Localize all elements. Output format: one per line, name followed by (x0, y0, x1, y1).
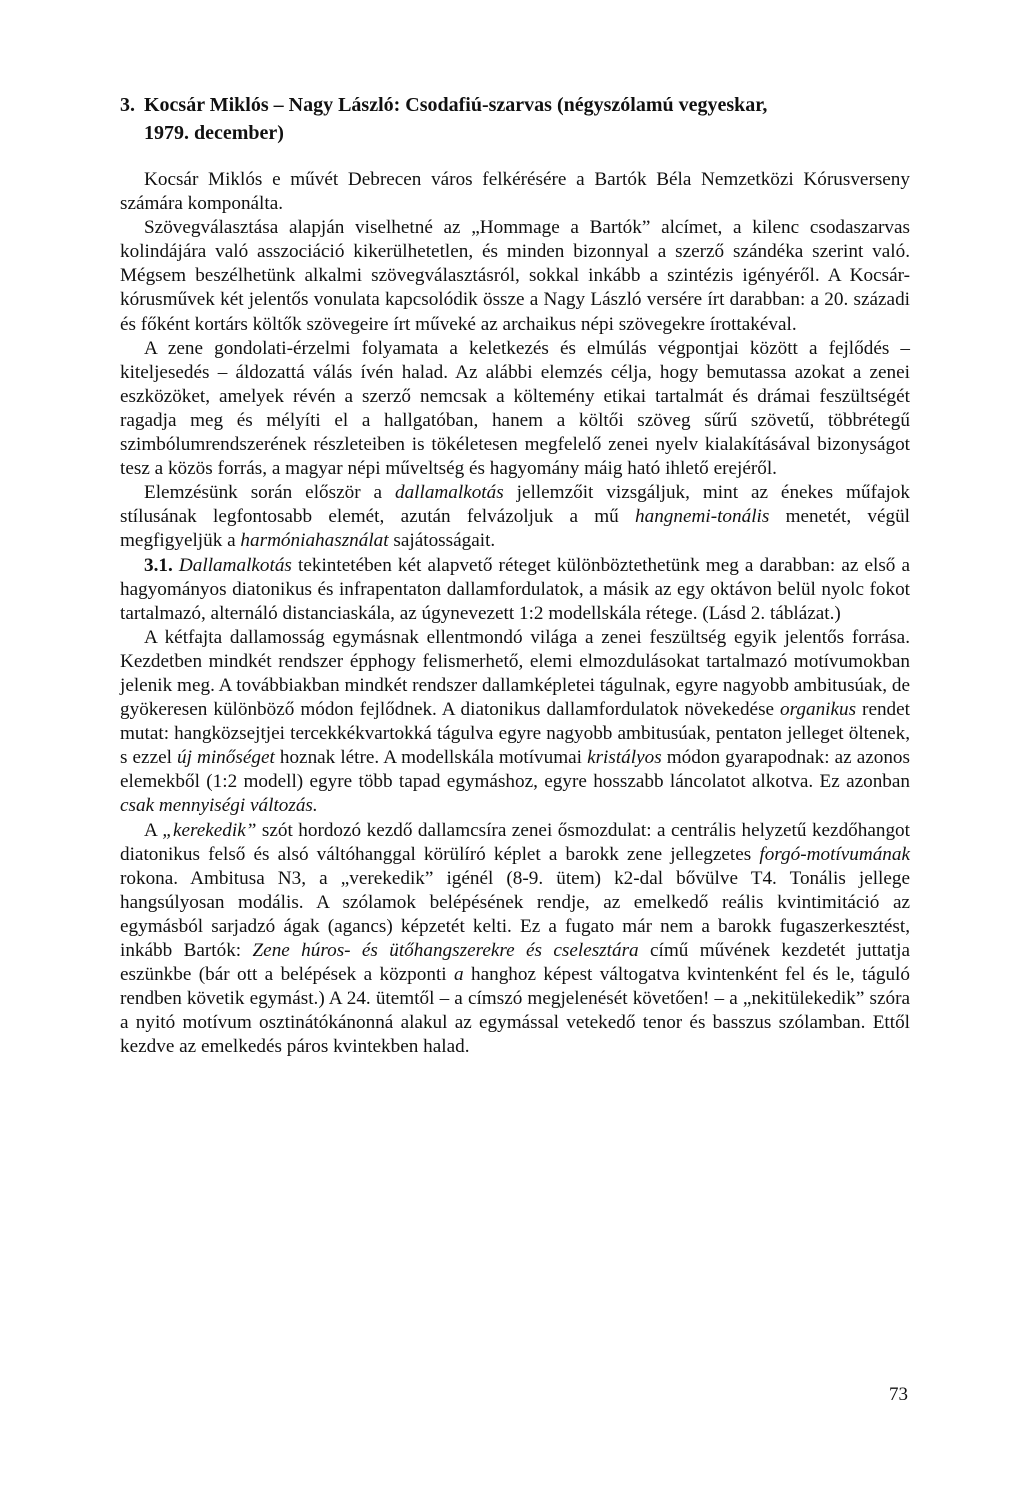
text-run: jellemzőit vizsgáljuk, mint az énekes műfajok stílusának legfontosabb elemét, azután felvázoljuk a mű (120, 482, 910, 528)
emphasis-run: kristályos (587, 747, 662, 769)
text-run: rokona. Ambitusa N3, a „verekedik” igénél (8-9. ütem) k2-dal bővülve T4. Tonális jellege hangsúlyosan modális. A szólamok belépésének rendje, az emelkedő reális kvintimitáció az egymásból sarjadzó ágak (agancs) képzetét kelti. Ez a fugato már nem a barokk fugaszerkesztést, inkább Bartók: (120, 867, 910, 961)
text-run: Elemzésünk során először a (144, 482, 395, 504)
paragraph-p1 (120, 168, 910, 216)
paragraph-p6 (120, 626, 910, 819)
body-text (120, 168, 910, 1059)
paragraph-p4 (120, 481, 910, 553)
section-title-line-2: 1979. december) (144, 122, 284, 144)
emphasis-run: harmóniahasználat (240, 530, 389, 552)
text-run: tekintetében két alapvető réteget különböztethetünk meg a darabban: az első a hagyományos diatonikus és infrapentaton dallamfordulatok, a másik az egy oktávon belül nyolc fokot tartalmazó, alternáló distanciaskála, az úgynevezett 1:2 modellskála rétege. (Lásd 2. táblázat.) (120, 554, 911, 624)
emphasis-run: Zene húros- és ütőhangszerekre és cselesztára (252, 940, 639, 961)
emphasis-run: dallamalkotás (394, 482, 504, 504)
emphasis-run: forgó-motívumának (759, 843, 910, 865)
emphasis-run: hangnemi-tonális (635, 506, 770, 528)
text-run: A zene gondolati-érzelmi folyamata a keletkezés és elmúlás végpontjai között a fejlődés – kiteljesedés – áldozattá válás ívén halad. Az alábbi elemzés célja, hogy bemutassa azokat a zenei eszközöket, amelyek révén a szerző nemcsak a költemény etikai tartalmát és drámai feszültségét ragadja meg és mélyíti el a hallgatóban, hanem a költői szöveg sűrű szövetű, többrétegű szimbólumrendszerének részleteiben is tökéletesen megfelelő zenei nyelv kialakításával bizonyságot tesz a közös forrás, a magyar népi műveltség és hagyomány máig ható ihlető erejéről. (120, 337, 910, 480)
text-run: szót hordozó kezdő dallamcsíra zenei ősmozdulat: a centrális helyzetű kezdőhangot diatonikus felső és alsó váltóhanggal körülíró képlet a barokk zene jellegzetes (120, 819, 910, 865)
paragraph-p2 (120, 216, 910, 336)
emphasis-run: a (454, 964, 464, 986)
text-run: rendet mutat: hangközsejtjei tercekkékvartokká tágulva egyre nagyobb ambitusúak, pentaton jelleget öltenek, s ezzel (120, 699, 910, 769)
section-number: 3. (120, 94, 135, 116)
emphasis-run: organikus (780, 699, 857, 721)
text-run: című művének kezdetét juttatja eszünkbe (bár ott a belépések a központi (120, 940, 910, 986)
text-run: Szövegválasztása alapján viselhetné az „Hommage a Bartók” alcímet, a kilenc csodaszarvas kolindájára való asszociáció kikerülhetetlen, és minden bizonnyal a szerző szándéka szerint való. Mégsem beszélhetünk alkalmi szövegválasztásról, sokkal inkább a szintézis igényéről. A Kocsár-kórusművek két jelentős vonulata kapcsolódik össze a Nagy László versére írt darabban: a 20. századi és főként kortárs költők szövegeire írt műveké az archaikus népi szövegekre írottakéval. (120, 217, 910, 335)
section-heading (120, 91, 920, 147)
section-title-line-1: Kocsár Miklós – Nagy László: Csodafiú-szarvas (négyszólamú vegyeskar, (144, 94, 768, 116)
paragraph-p5 (120, 554, 910, 626)
emphasis-run: csak mennyiségi változás. (120, 795, 318, 817)
paragraph-p7 (120, 819, 910, 1060)
text-run: Kocsár Miklós e művét Debrecen város felkérésére a Bartók Béla Nemzetközi Kórusverseny számára komponálta. (120, 169, 910, 215)
subsection-number: 3.1. (144, 554, 173, 576)
text-run: hoznak létre. A modellskála motívumai (274, 747, 588, 769)
text-run: menetét, végül megfigyeljük a (120, 506, 911, 552)
paragraph-p3 (120, 337, 910, 482)
text-run: hanghoz képest váltogatva kvintenként fel és le, táguló rendben követik egymást.) A 24. ütemtől – a címszó megjelenését követően! – a „nekitülekedik” szóra a nyitó motívum osztinátókánonná alakul az egymással vetekedő tenor és basszus szólamban. Ettől kezdve az emelkedés páros kvintekben halad. (120, 964, 910, 1058)
emphasis-run: új minőséget (177, 747, 275, 769)
emphasis-run: „kerekedik” (162, 819, 257, 841)
text-run: módon gyarapodnak: az azonos elemekből (1:2 modell) egyre több tapad egymáshoz, egyre hosszabb láncolatot alkotva. Ez azonban (120, 747, 910, 793)
text-run: A (144, 819, 163, 841)
text-run: A kétfajta dallamosság egymásnak ellentmondó világa a zenei feszültség egyik jelentős forrása. Kezdetben mindkét rendszer épphogy felismerhető, elemi elmozdulásokat tartalmazó motívumokban jelenik meg. A továbbiakban mindkét rendszer dallamképletei tágulnak, egyre nagyobb ambitusúak, de gyökeresen különböző módon fejlődnek. A diatonikus dallamfordulatok növekedése (120, 626, 910, 721)
text-run: sajátosságait. (388, 530, 496, 552)
emphasis-run: Dallamalkotás (178, 554, 292, 576)
page-number: 73 (889, 1384, 908, 1405)
